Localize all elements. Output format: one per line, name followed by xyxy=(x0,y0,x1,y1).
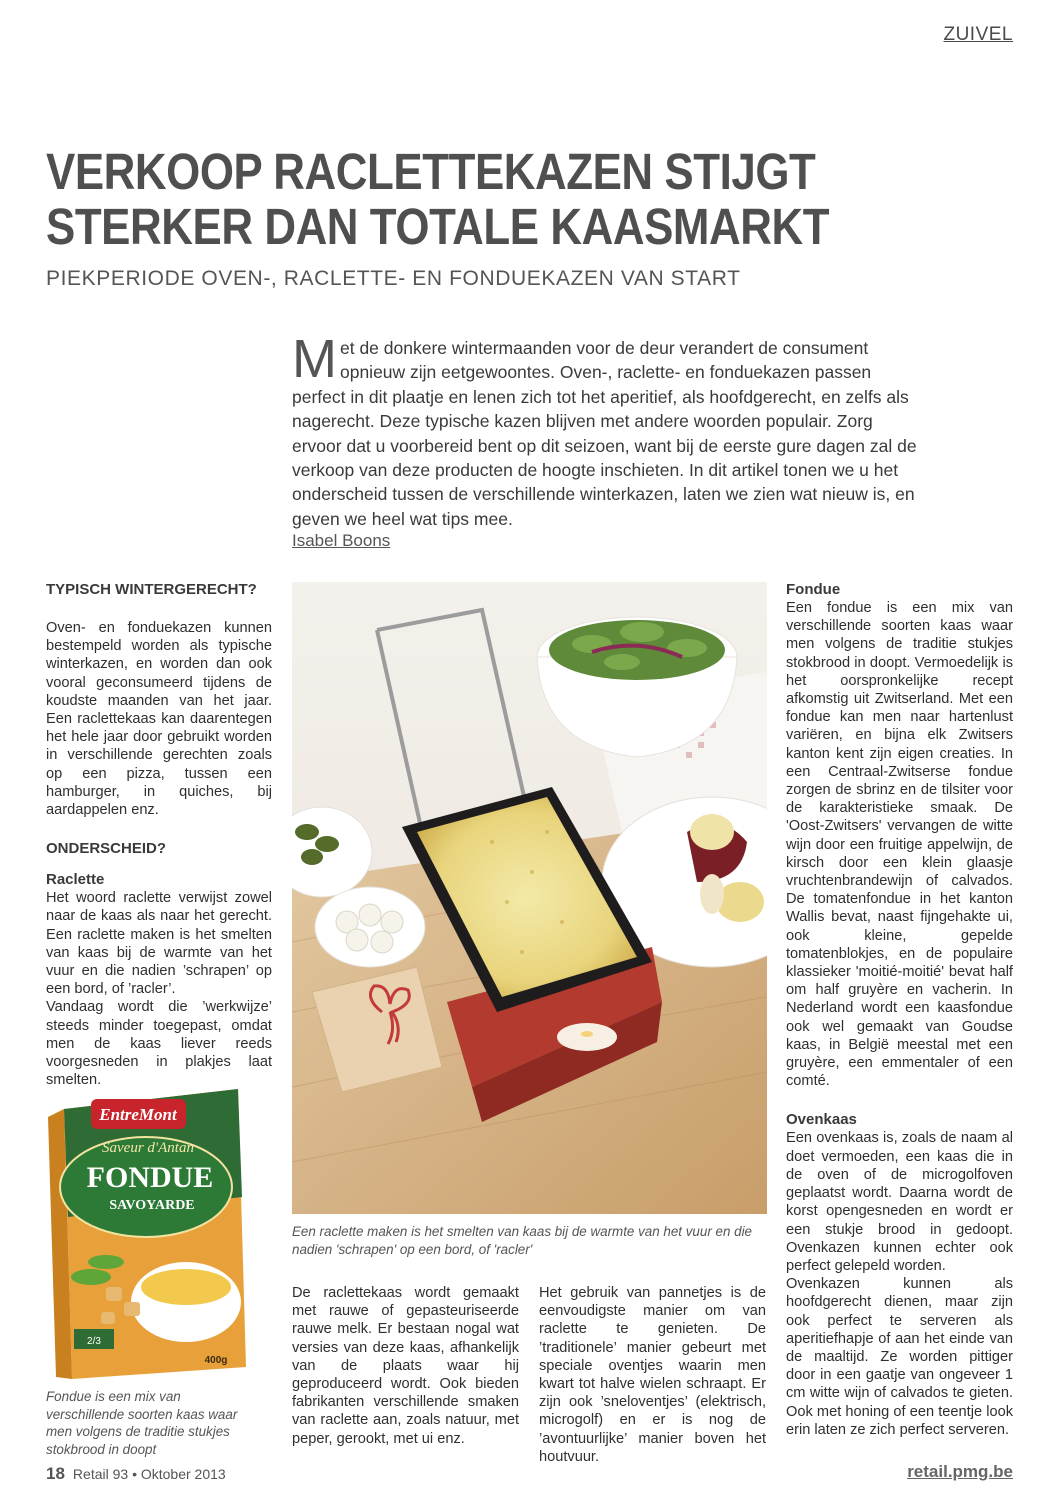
headline-line-1: VERKOOP RACLETTEKAZEN STIJGT xyxy=(46,143,816,200)
headline xyxy=(46,144,872,254)
product-portion: 2/3 xyxy=(87,1336,101,1347)
product-line-3: SAVOYARDE xyxy=(109,1198,195,1213)
product-brand: EntreMont xyxy=(99,1105,177,1124)
column-right xyxy=(786,580,1013,1439)
paragraph-raclette-1: Het woord raclette verwijst zowel naar de kaas als naar het gerecht. Een raclette maken is het smelten van kaas bij de warmte van het vuur en die nadien ’schrapen’ op een bord, of ’racler’. xyxy=(46,890,272,998)
paragraph-ovenkaas-1: Een ovenkaas is, zoals de naam al doet vermoeden, een kaas die in de oven of de microgolfoven geplaatst wordt. Daarna wordt de korst opengesneden en wordt er een stukje brood in gedoopt. Ovenkazen kunnen echter ook perfect gelepeld worden. xyxy=(786,1130,1013,1274)
author-byline[interactable]: Isabel Boons xyxy=(292,531,391,550)
paragraph-ovenkaas-2: Ovenkazen kunnen als hoofdgerecht dienen, maar zijn ook perfect te serveren als aperitiefhapje of aan het einde van de maaltijd. Ze worden pittiger door in een gaatje van ongeveer 1 cm witte wijn of calvados te gieten. Ook met honing of een teentje look erin laten ze zich perfect serveren. xyxy=(786,1276,1013,1438)
product-caption: Fondue is een mix van verschillende soorten kaas waar men volgens de traditie stukjes stokbrood in doopt xyxy=(46,1389,238,1457)
paragraph-raclette-2: Vandaag wordt die ’werkwijze’ steeds minder toegepast, omdat men de kaas liever reeds voorgesneden in plakjes laat smelten. xyxy=(46,999,272,1089)
heading-typisch-wintergerecht: TYPISCH WINTERGERECHT? xyxy=(46,581,257,598)
section-tag: ZUIVEL xyxy=(943,24,1013,45)
fondue-box-illustration xyxy=(46,1087,254,1381)
column-left xyxy=(46,580,272,1089)
intro-paragraph xyxy=(292,329,924,531)
column-middle-right xyxy=(539,1284,766,1466)
product-image-fondue-savoyarde xyxy=(46,1087,254,1381)
page-number: 18 xyxy=(46,1464,65,1483)
headline-line-2: STERKER DAN TOTALE KAASMARKT xyxy=(46,198,830,255)
heading-onderscheid: ONDERSCHEID? xyxy=(46,840,167,858)
raclette-photo-illustration xyxy=(292,582,767,1214)
product-weight: 400g xyxy=(204,1355,228,1366)
raclette-photo xyxy=(292,582,767,1214)
paragraph-wintergerecht: Oven- en fonduekazen kunnen bestempeld worden als typische winterkazen, en worden dan ook vooral geconsumeerd tijdens de koudste maanden van het jaar. Een raclettekaas kan daarentegen het hele jaar door gebruikt worden in verschillende gerechten zoals op een pizza, tussen een hamburger, in quiches, bij aardappelen enz. xyxy=(46,620,272,819)
intro-dropcap: M xyxy=(292,329,337,389)
issue-info: Retail 93 • Oktober 2013 xyxy=(72,1466,226,1482)
paragraph-pannetjes: Het gebruik van pannetjes is de eenvoudigste manier om van raclette te genieten. De ’traditionele’ manier gebeurt met speciale oventjes waarin men kwart tot halve wielen schraapt. Er zijn ook ’sneloventjes’ (elektrisch, microgolf) en er is nog de ’avontuurlijke’ manier boven het houtvuur. xyxy=(539,1285,766,1465)
paragraph-fondue: Een fondue is een mix van verschillende soorten kaas waar men volgens de traditie stukjes stokbrood in doopt. Vermoedelijk is het oorspronkelijke recept afkomstig uit Zwitserland. Met een fondue kan men naar hartenlust variëren, en bijna elk Zwitsers kanton kent zijn eigen creaties. In een Centraal-Zwitserse fondue zorgen de sbrinz en de tilsiter voor de karakteristieke smaak. De 'Oost-Zwitsers' vervangen de witte wijn door een fruitige appelwijn, de kirsch door een klein glaasje vruchtenbrandewijn of calvados. De tomatenfondue in het kanton Wallis bevat, naast fijngehakte ui, ook kleine, gepelde tomatenblokjes, en de populaire klassieker 'moitié-moitié' bevat half om half gruyère en vacherin. In Nederland wordt een kaasfondue ook wel gemaakt van Goudse kaas, in België meestal met een gruyère, een emmentaler of een comté. xyxy=(786,600,1013,1090)
footer-left xyxy=(46,1464,226,1484)
subheadline: PIEKPERIODE OVEN-, RACLETTE- EN FONDUEKAZEN VAN START xyxy=(46,267,741,290)
intro-text: et de donkere wintermaanden voor de deur verandert de consument opnieuw zijn eetgewoontes. Oven-, raclette- en fonduekazen passen perfect in dit plaatje en lenen zich tot het aperitief, als hoofdgerecht, en zelfs als nagerecht. Deze typische kazen blijven met andere woorden populair. Zorg ervoor dat u voorbereid bent op dit seizoen, want bij de eerste gure dagen zal de verkoop van deze producten de hoogte inschieten. In dit artikel tonen we u het onderscheid tussen de verschillende winterkazen, laten we zien wat nieuw is, en geven we heel wat tips mee. xyxy=(292,338,917,529)
heading-raclette: Raclette xyxy=(46,871,105,889)
column-middle-left xyxy=(292,1284,519,1448)
heading-ovenkaas: Ovenkaas xyxy=(786,1111,857,1129)
product-line-1: Saveur d'Antan xyxy=(102,1140,194,1156)
photo-caption: Een raclette maken is het smelten van kaas bij de warmte van het vuur en die nadien 'schrapen' op een bord, of 'racler' xyxy=(292,1224,752,1257)
heading-fondue: Fondue xyxy=(786,581,841,598)
product-line-2: FONDUE xyxy=(86,1161,214,1194)
website-link[interactable]: retail.pmg.be xyxy=(907,1462,1013,1481)
paragraph-raclettekaas: De raclettekaas wordt gemaakt met rauwe of gepasteuriseerde rauwe melk. Er bestaan nogal wat versies van deze kaas, afhankelijk van de plaats waar hij geproduceerd wordt. Ook bieden fabrikanten verschillende smaken van raclette aan, zoals natuur, met peper, gerookt, met ui enz. xyxy=(292,1285,519,1447)
